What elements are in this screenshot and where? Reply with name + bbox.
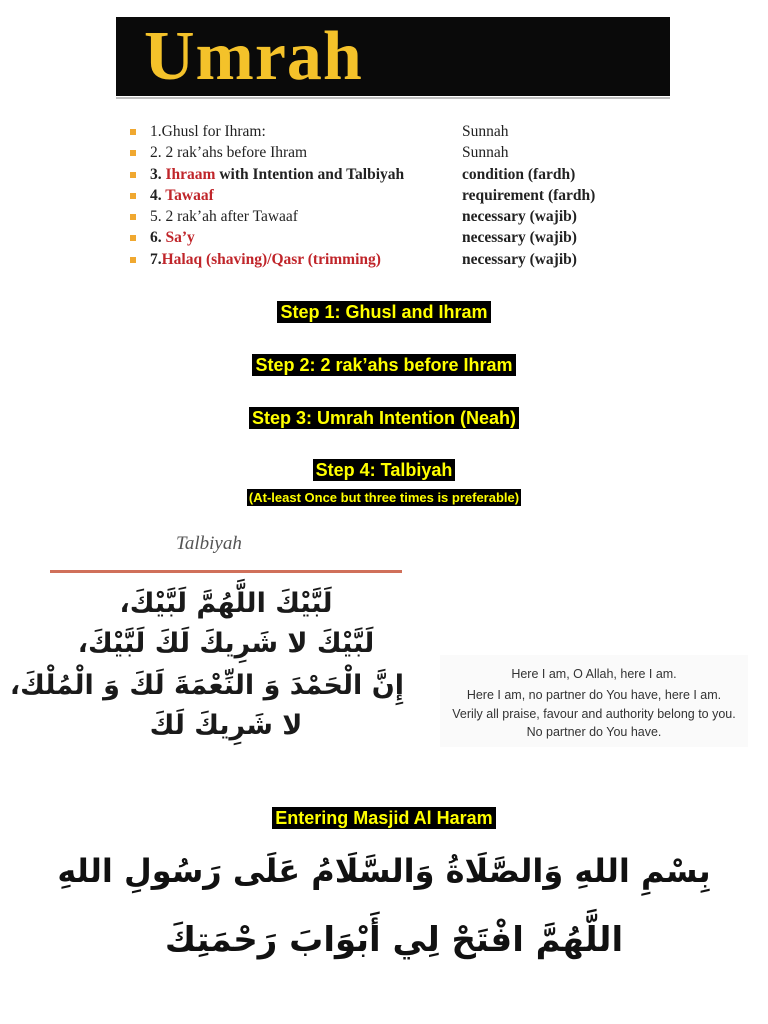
rule-item: 3. Ihraam with Intention and Talbiyah condition (fardh) — [130, 164, 690, 185]
rule-status: Sunnah — [462, 123, 509, 140]
step-3-heading: Step 3: Umrah Intention (Neah) — [0, 408, 768, 429]
rule-status: condition (fardh) — [462, 165, 576, 183]
rule-text: 2 rak’ah after Tawaaf — [165, 208, 298, 226]
talbiyah-arabic-line: إِنَّ الْحَمْدَ وَ النِّعْمَةَ لَكَ وَ الْمُلْكَ، — [9, 670, 404, 701]
rule-highlight: Sa’y — [165, 229, 195, 247]
translation-line: Verily all praise, favour and authority belong to you. — [452, 707, 736, 721]
talbiyah-arabic-line: لَبَّيْكَ اللَّهُمَّ لَبَّيْكَ، — [119, 588, 333, 619]
rule-item: 2. 2 rak’ahs before Ihram Sunnah — [130, 142, 690, 163]
rule-status: Sunnah — [462, 144, 509, 162]
talbiyah-arabic-card — [9, 530, 404, 750]
rule-item: 4. Tawaaf requirement (fardh) — [130, 185, 690, 206]
talbiyah-translation — [440, 655, 748, 747]
rule-highlight: Ihraam — [165, 165, 216, 183]
rule-text: Ghusl for Ihram: — [161, 123, 266, 140]
rule-text: with Intention and Talbiyah — [219, 165, 405, 183]
bullet-icon — [130, 193, 136, 199]
bullet-icon — [130, 257, 136, 263]
rule-status: requirement (fardh) — [462, 186, 596, 204]
step-4-note: (At-least Once but three times is preferable) — [248, 490, 520, 505]
bullet-icon — [130, 129, 136, 135]
rule-status: necessary (wajib) — [462, 229, 577, 247]
entering-dua-line: بِسْمِ اللهِ وَالصَّلَاةُ وَالسَّلَامُ عَلَى رَسُولِ اللهِ — [57, 852, 711, 890]
rule-highlight: Tawaaf — [165, 186, 214, 204]
step-2-heading: Step 2: 2 rak’ahs before Ihram — [0, 355, 768, 376]
bullet-icon — [130, 150, 136, 156]
rule-status: necessary (wajib) — [462, 250, 577, 268]
translation-line: No partner do You have. — [526, 725, 662, 739]
talbiyah-heading: Talbiyah — [176, 533, 242, 554]
translation-line: Here I am, no partner do You have, here I am. — [466, 688, 722, 702]
title-banner — [116, 17, 670, 96]
bullet-icon — [130, 214, 136, 220]
rule-item: 6. Sa’y necessary (wajib) — [130, 227, 690, 248]
talbiyah-arabic-line: لَبَّيْكَ لا شَرِيكَ لَكَ لَبَّيْكَ، — [77, 628, 375, 659]
talbiyah-underline — [50, 570, 402, 573]
rule-status: necessary (wajib) — [462, 208, 577, 226]
rule-text: 2 rak’ahs before Ihram — [165, 144, 308, 162]
step-4-heading: Step 4: Talbiyah — [0, 460, 768, 481]
entering-dua-line: اللَّهُمَّ افْتَحْ لِي أَبْوَابَ رَحْمَتِكَ — [164, 920, 624, 960]
translation-line: Here I am, O Allah, here I am. — [511, 667, 677, 681]
divider — [116, 97, 670, 99]
rule-item: 7.Halaq (shaving)/Qasr (trimming) necessary (wajib) — [130, 249, 690, 270]
page-title: Umrah — [144, 18, 363, 95]
talbiyah-arabic-line: لا شَرِيكَ لَكَ — [149, 710, 303, 741]
rule-highlight: Halaq (shaving)/Qasr (trimming) — [161, 250, 381, 268]
rule-item: 5. 2 rak’ah after Tawaaf necessary (wajib) — [130, 206, 690, 227]
rule-item: 1.Ghusl for Ihram: Sunnah — [130, 121, 690, 142]
entering-masjid-heading: Entering Masjid Al Haram — [0, 808, 768, 829]
bullet-icon — [130, 172, 136, 178]
umrah-rules-list — [130, 121, 690, 270]
step-1-heading: Step 1: Ghusl and Ihram — [0, 302, 768, 323]
bullet-icon — [130, 235, 136, 241]
